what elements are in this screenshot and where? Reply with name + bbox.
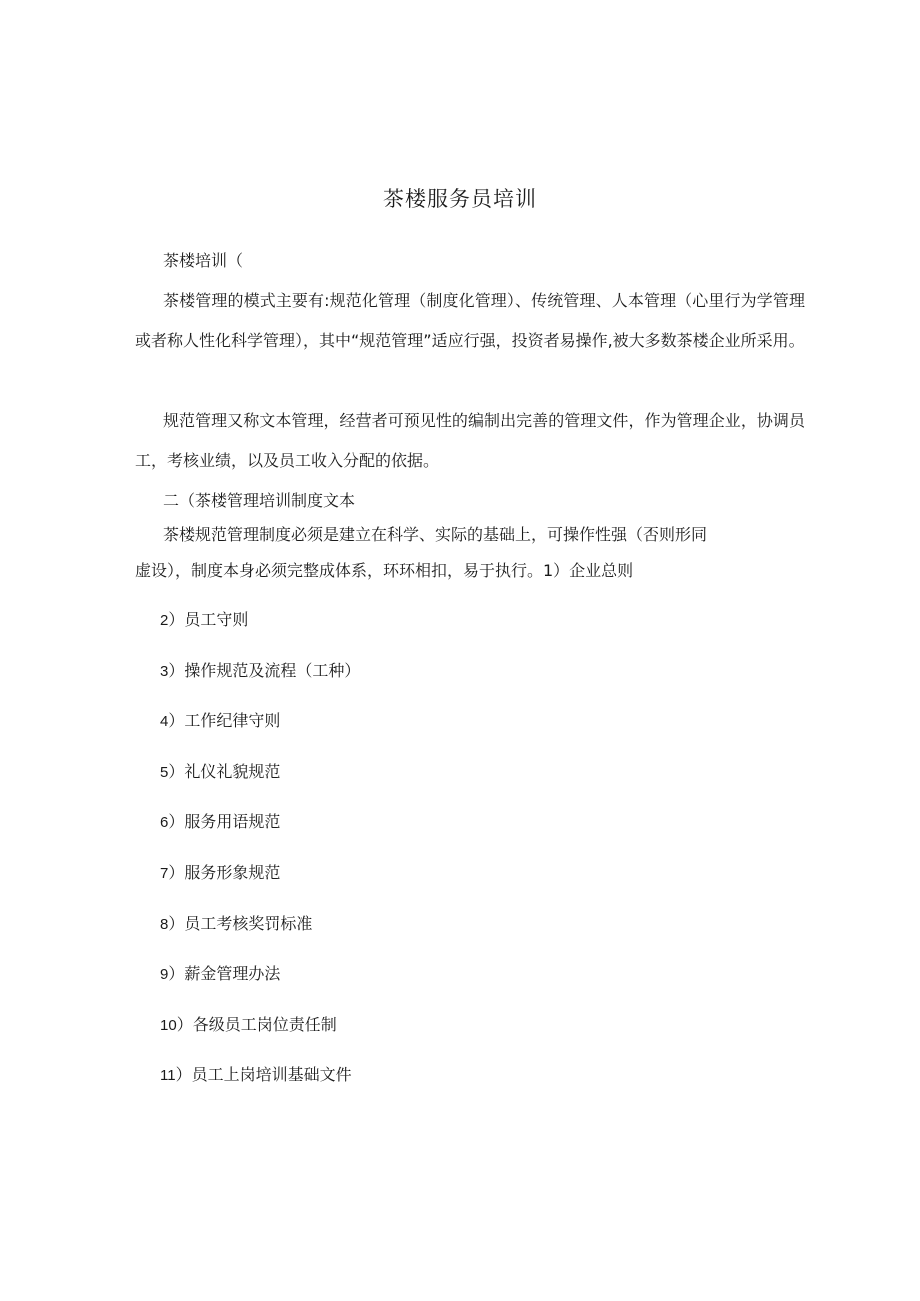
list-item: 8）员工考核奖罚标准: [160, 913, 313, 933]
section-heading-two: 二（茶楼管理培训制度文本: [163, 491, 356, 510]
paragraph-system-requirements: [135, 517, 805, 589]
paragraph-management-modes: 茶楼管理的模式主要有:规范化管理（制度化管理）、传统管理、人本管理（心里行为学管理或者称人性化科学管理），其中“规范管理”适应行强，投资者易操作,被大多数茶楼企业所采用。: [135, 291, 805, 350]
paragraph-standard-management: 规范管理又称文本管理，经营者可预见性的编制出完善的管理文件，作为管理企业，协调员工，考核业绩，以及员工收入分配的依据。: [135, 411, 805, 470]
list-item: 6）服务用语规范: [160, 812, 281, 832]
paragraph-line: 虚设），制度本身必须完整成体系，环环相扣，易于执行。1）企业总则: [135, 561, 634, 580]
list-item: 7）服务形象规范: [160, 862, 281, 882]
paragraph-line: 茶楼规范管理制度必须是建立在科学、实际的基础上，可操作性强（否则形同: [163, 525, 708, 544]
paragraph-tea-house-training: 茶楼培训（: [163, 251, 244, 270]
list-item: 5）礼仪礼貌规范: [160, 761, 281, 781]
list-item: 11）员工上岗培训基础文件: [160, 1065, 352, 1085]
list-item: 2）员工守则: [160, 610, 249, 629]
list-item: 10）各级员工岗位责任制: [160, 1014, 337, 1034]
list-item: 3）操作规范及流程（工种）: [160, 660, 361, 680]
list-item: 4）工作纪律守则: [160, 711, 281, 731]
document-title: 茶楼服务员培训: [383, 187, 537, 211]
document-list: [160, 602, 360, 1108]
list-item: 9）薪金管理办法: [160, 964, 281, 984]
